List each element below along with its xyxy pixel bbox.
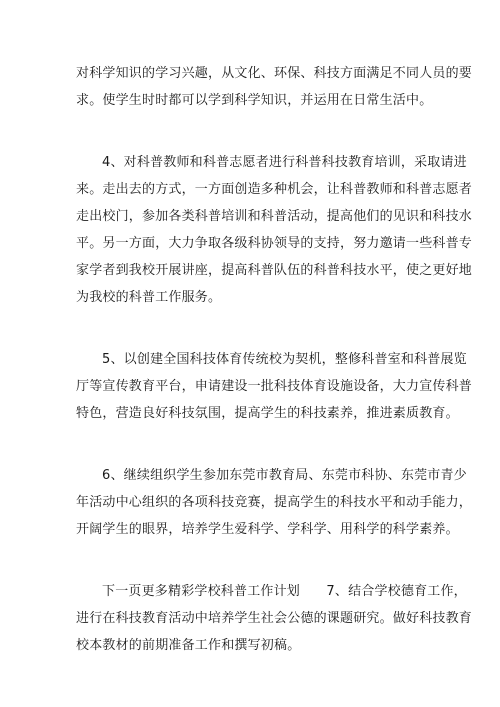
paragraph-item-5: [76, 346, 473, 427]
text-line: 求。使学生时时都可以学到科学知识，并运用在日常生活中。: [76, 93, 433, 108]
document-page: [76, 60, 473, 659]
text-line: 开阔学生的眼界，培养学生爱科学、学科学、用科学的科学素养。: [76, 522, 459, 537]
text-line: 4、对科普教师和科普志愿者进行科普科技教育培训，采取请进: [102, 155, 467, 170]
text-line: 走出校门，参加各类科普培训和科普活动，提高他们的见识和科技水: [76, 209, 473, 224]
text-line: 下一页更多精彩学校科普工作计划 7、结合学校德育工作，: [102, 584, 467, 599]
paragraph-gap: [76, 311, 442, 346]
paragraph-item-7: [76, 578, 473, 659]
paragraph-gap: [76, 427, 442, 462]
text-line: 对科学知识的学习兴趣，从文化、环保、科技方面满足不同人员的要: [76, 66, 473, 81]
text-line: 校本教材的前期准备工作和撰写初稿。: [76, 638, 301, 653]
text-line: 进行在科技教育活动中培养学生社会公德的课题研究。做好科技教育: [76, 611, 473, 626]
text-line: 平。另一方面，大力争取各级科协领导的支持，努力邀请一些科普专: [76, 236, 473, 251]
text-line: 特色，营造良好科技氛围，提高学生的科技素养，推进素质教育。: [76, 406, 459, 421]
paragraph-item-4: [76, 149, 473, 311]
text-line: 家学者到我校开展讲座，提高科普队伍的科普科技水平，使之更好地: [76, 263, 473, 278]
text-line: 为我校的科普工作服务。: [76, 290, 222, 305]
text-line: 年活动中心组织的各项科技竞赛，提高学生的科技水平和动手能力，: [76, 495, 473, 510]
text-line: 厅等宣传教育平台，申请建设一批科技体育设施设备，大力宣传科普: [76, 379, 473, 394]
paragraph-item-6: [76, 462, 473, 543]
paragraph-science-interest: [76, 60, 473, 114]
paragraph-gap: [76, 543, 442, 578]
paragraph-gap: [76, 114, 442, 149]
text-line: 5、以创建全国科技体育传统校为契机，整修科普室和科普展览: [102, 352, 467, 367]
text-line: 6、继续组织学生参加东莞市教育局、东莞市科协、东莞市青少: [102, 468, 467, 483]
text-line: 来。走出去的方式，一方面创造多种机会，让科普教师和科普志愿者: [76, 182, 473, 197]
